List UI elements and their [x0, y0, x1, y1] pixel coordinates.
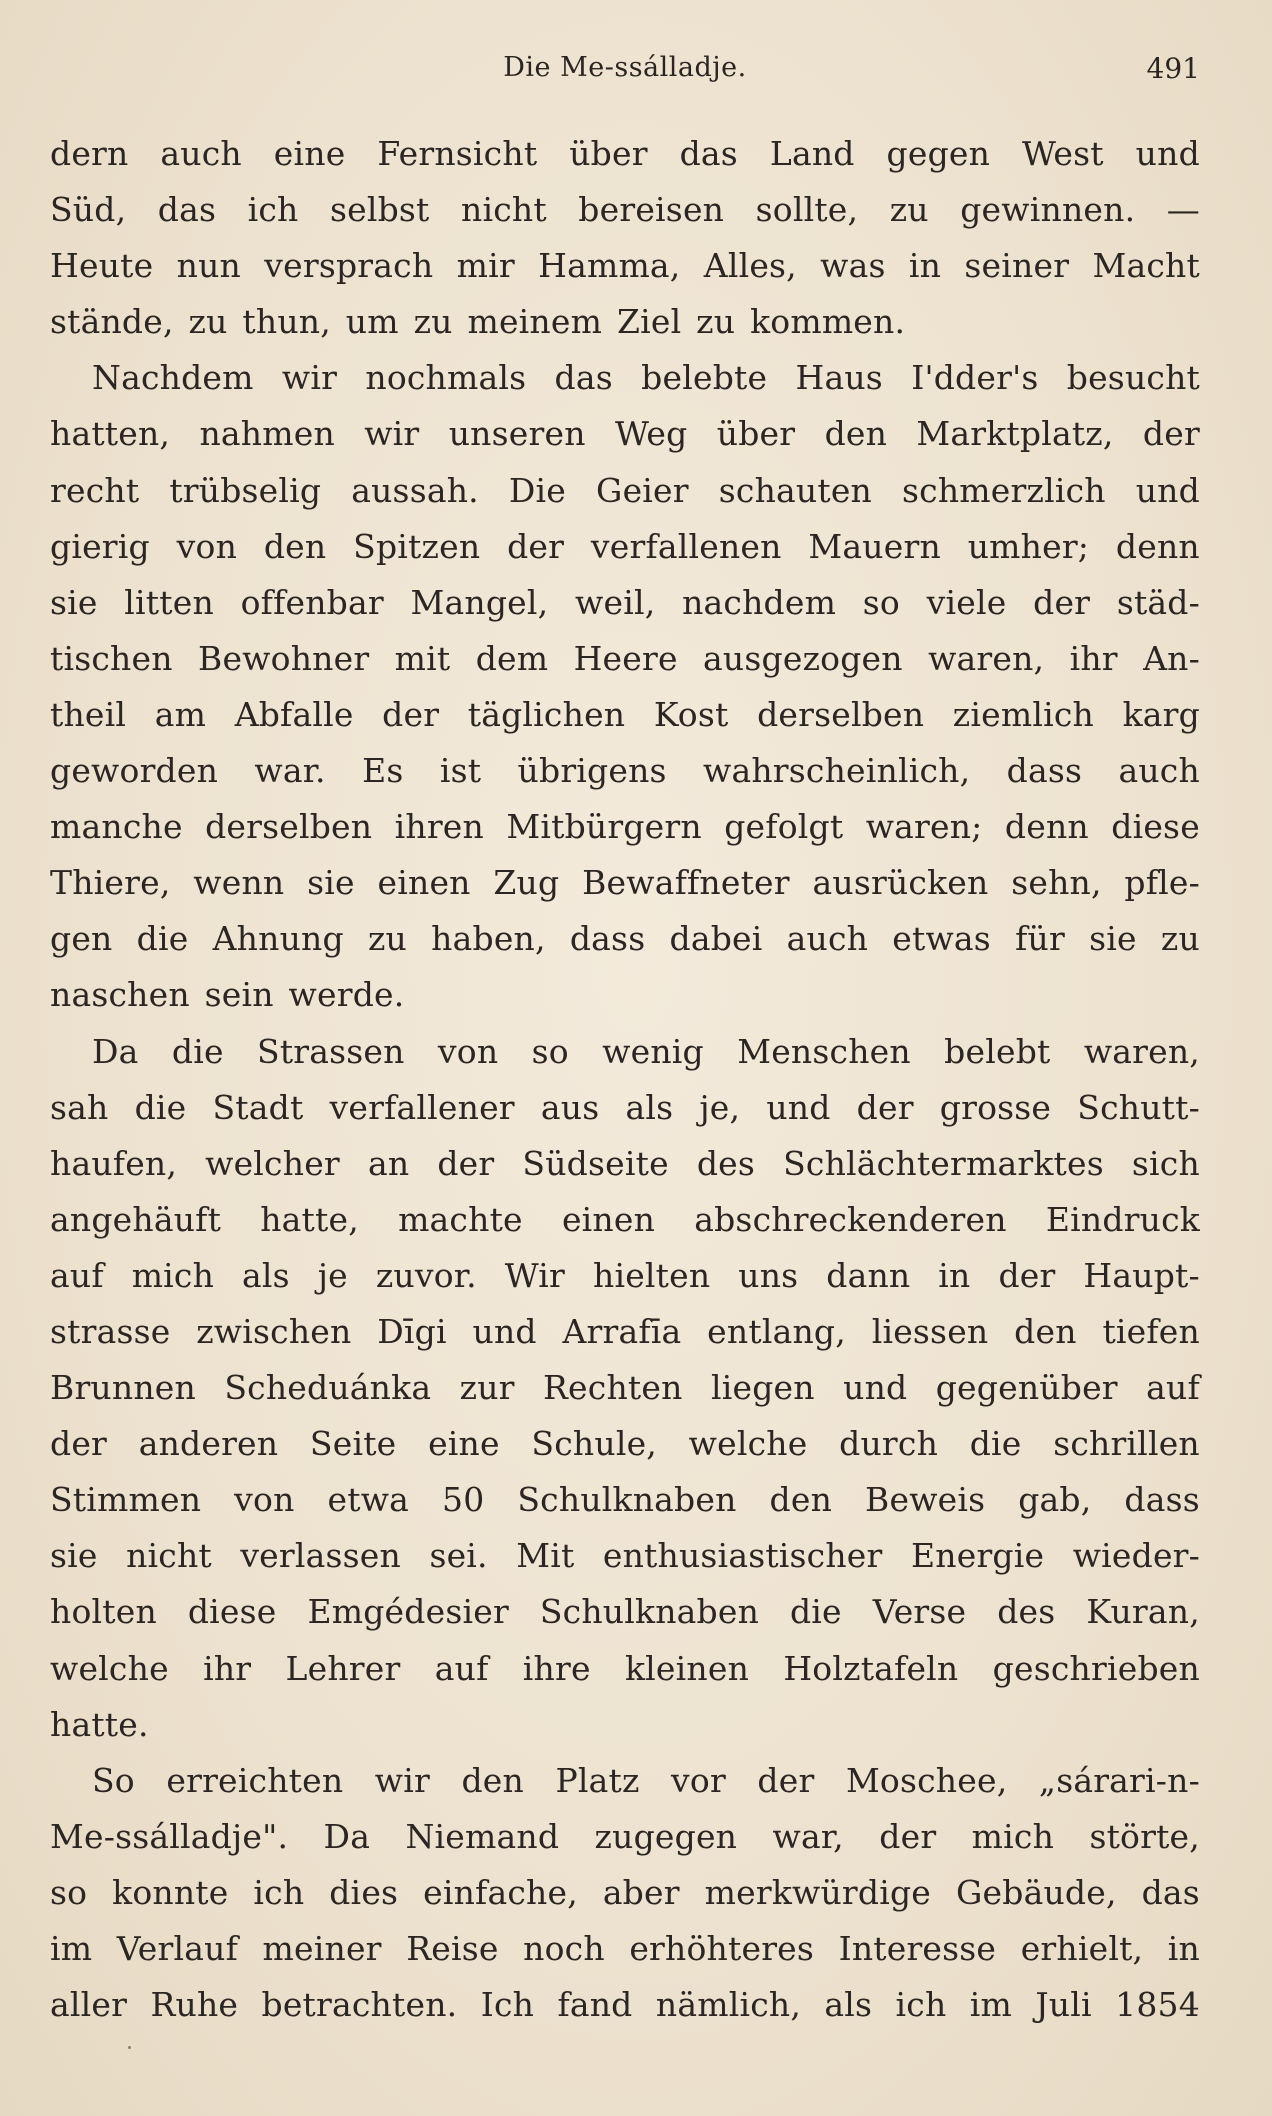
text-line: gierig von den Spitzen der verfallenen Mauern umher; denn: [50, 526, 1200, 566]
text-line: Me-ssálladje". Da Niemand zugegen war, der mich störte,: [50, 1816, 1200, 1856]
text-line: haufen, welcher an der Südseite des Schlächtermarktes sich: [50, 1143, 1200, 1183]
text-line: auf mich als je zuvor. Wir hielten uns dann in der Haupt-: [50, 1255, 1200, 1295]
text-line: tischen Bewohner mit dem Heere ausgezogen waren, ihr An-: [50, 638, 1200, 678]
text-line: geworden war. Es ist übrigens wahrscheinlich, dass auch: [50, 751, 1200, 791]
running-title: Die Me-ssálladje.: [503, 52, 747, 83]
text-line: manche derselben ihren Mitbürgern gefolgt waren; denn diese: [50, 807, 1200, 847]
text-line: welche ihr Lehrer auf ihre kleinen Holztafeln geschrieben: [50, 1648, 1200, 1688]
text-line: theil am Abfalle der täglichen Kost derselben ziemlich karg: [50, 694, 1200, 734]
text-line: naschen sein werde.: [50, 975, 405, 1015]
text-line: holten diese Emgédesier Schulknaben die Verse des Kuran,: [50, 1592, 1200, 1632]
text-line: im Verlauf meiner Reise noch erhöhteres Interesse erhielt, in: [50, 1929, 1200, 1968]
body-text: [50, 126, 1200, 2033]
text-line: strasse zwischen Dīgi und Arrafīa entlang, liessen den tiefen: [50, 1311, 1200, 1351]
text-line: hatte.: [50, 1704, 149, 1744]
text-line: gen die Ahnung zu haben, dass dabei auch etwas für sie zu: [50, 919, 1200, 959]
text-line: Thiere, wenn sie einen Zug Bewaffneter ausrücken sehn, pfle-: [50, 863, 1200, 903]
print-speck: [128, 2046, 131, 2049]
text-line: stände, zu thun, um zu meinem Ziel zu kommen.: [50, 302, 906, 342]
text-line: Brunnen Scheduánka zur Rechten liegen und gegenüber auf: [50, 1368, 1200, 1408]
text-line: aller Ruhe betrachten. Ich fand nämlich, als ich im Juli 1854: [50, 1985, 1200, 2025]
text-line: dern auch eine Fernsicht über das Land gegen West und: [50, 134, 1200, 173]
text-line: recht trübselig aussah. Die Geier schauten schmerzlich und: [50, 470, 1200, 510]
text-line: sie nicht verlassen sei. Mit enthusiastischer Energie wieder-: [50, 1536, 1200, 1576]
text-line: hatten, nahmen wir unseren Weg über den Marktplatz, der: [50, 414, 1200, 454]
text-line: Heute nun versprach mir Hamma, Alles, was in seiner Macht: [50, 246, 1200, 286]
page-header: [50, 52, 1200, 96]
text-line: Nachdem wir nochmals das belebte Haus I'dder's besucht: [92, 358, 1200, 398]
page-number: 491: [1146, 52, 1200, 85]
text-line: Stimmen von etwa 50 Schulknaben den Beweis gab, dass: [50, 1480, 1200, 1520]
text-line: sah die Stadt verfallener aus als je, und der grosse Schutt-: [50, 1087, 1200, 1127]
text-line: Da die Strassen von so wenig Menschen belebt waren,: [92, 1031, 1200, 1071]
text-line: der anderen Seite eine Schule, welche durch die schrillen: [50, 1424, 1200, 1464]
text-line: sie litten offenbar Mangel, weil, nachdem so viele der städ-: [50, 582, 1200, 622]
text-line: so konnte ich dies einfache, aber merkwürdige Gebäude, das: [50, 1872, 1200, 1912]
text-line: angehäuft hatte, machte einen abschreckenderen Eindruck: [50, 1199, 1200, 1239]
text-line: So erreichten wir den Platz vor der Moschee, „sárari-n-: [92, 1760, 1200, 1800]
text-line: Süd, das ich selbst nicht bereisen sollte, zu gewinnen. —: [50, 190, 1200, 230]
